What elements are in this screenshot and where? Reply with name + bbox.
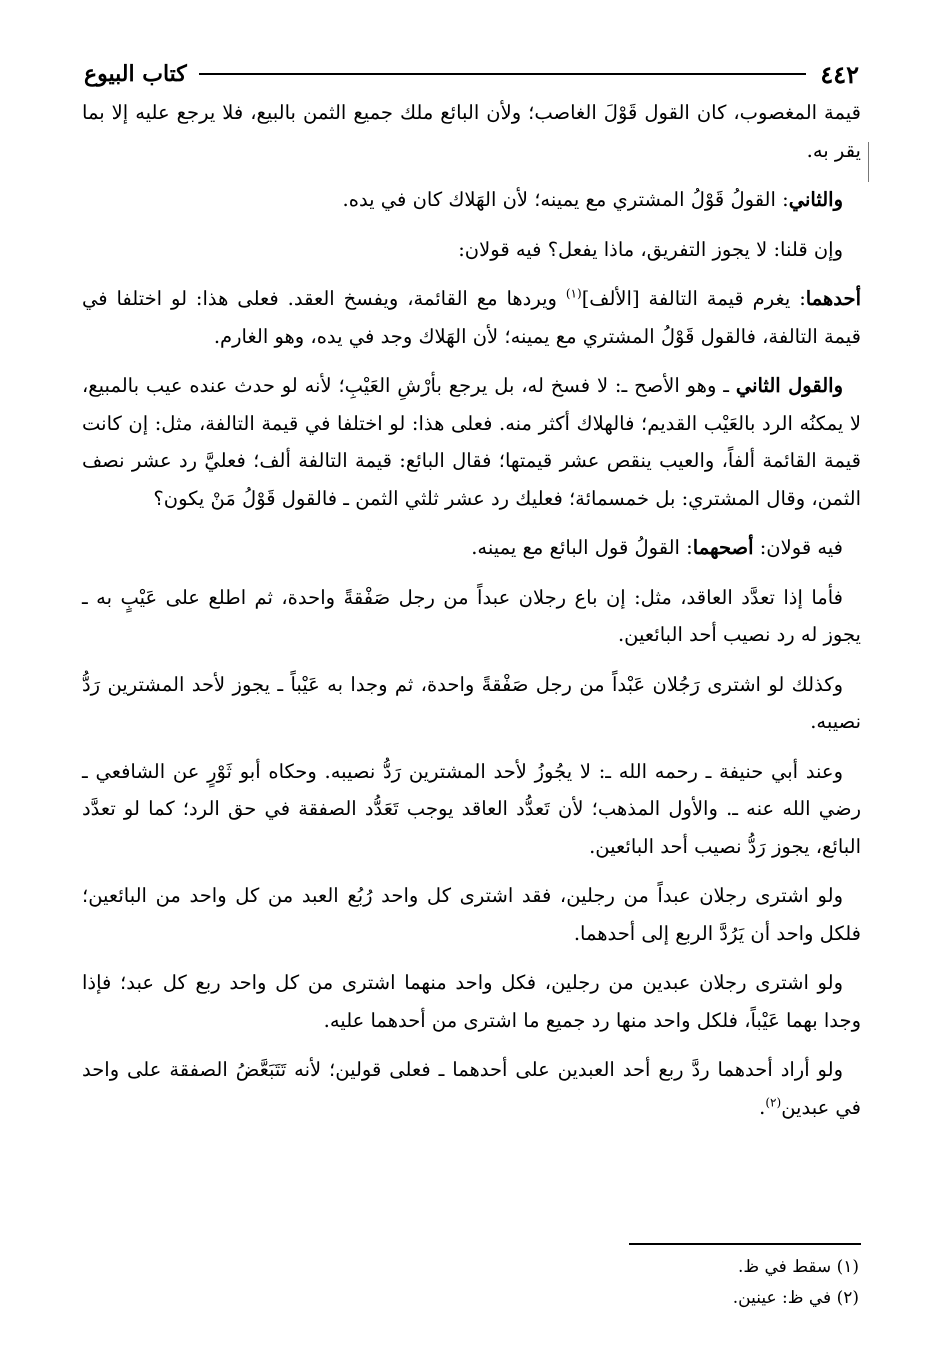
paragraph-text: ولو اشترى رجلان عبداً من رجلين، فقد اشترى كل واحد رُبُع العبد من كل واحد من البائعين؛ فلكل واحد أن يَرُدَّ الربع إلى أحدهما. bbox=[82, 884, 861, 945]
paragraph bbox=[82, 877, 861, 952]
footnote: (١) سقط في ظ. bbox=[737, 1257, 859, 1277]
footnote: (٢) في ظ: عينين. bbox=[732, 1288, 859, 1308]
paragraph-text: وكذلك لو اشترى رَجُلان عَبْداً من رجل صَفْقةً واحدة، ثم وجدا به عَيْباً ـ يجوز لأحد المشترين رَدُّ نصيبه. bbox=[82, 672, 861, 733]
paragraph bbox=[82, 231, 861, 269]
paragraph-text: فأما إذا تعدَّد العاقد، مثل: إن باع رجلان عبداً من رجل صَفْقةً واحدة، ثم اطلع على عَيْبٍ به ـ يجوز له رد نصيب أحد البائعين. bbox=[82, 585, 861, 646]
footnote-rule bbox=[629, 1243, 861, 1245]
paragraph-text: ـ وهو الأصح ـ: لا فسخ له، بل يرجع بأرْشِ العَيْبِ؛ لأنه لو حدث عنده عيب بالمبيع، لا يمكنُه الرد بالعَيْب القديم؛ فالهلاك أكثر منه. فعلى هذا: لو اختلفا في قيمة التالفة، مثل: إن كانت قيمة القائمة ألفاً، والعيب ينقص عشر قيمتها؛ فقال البائع: قيمة التالفة ألف؛ فعليَّ رد عشر نصف الثمن، وقال المشتري: بل خمسمائة؛ فعليك رد عشر ثلثي الثمن ـ فالقول قَوْلُ مَنْ يكون؟ bbox=[82, 374, 861, 510]
header-rule bbox=[199, 73, 807, 75]
paragraph-text: ولو أراد أحدهما ردَّ ربع أحد العبدين على أحدهما ـ فعلى قولين؛ لأنه تَتَبَعَّضُ الصفقة على واحد في عبدين bbox=[82, 1058, 861, 1119]
paragraph-text-cont: : القولُ قول البائع مع يمينه. bbox=[471, 536, 693, 559]
paragraph-text: قيمة المغصوب، كان القول قَوْلَ الغاصب؛ ولأن البائع ملك جميع الثمن بالبيع، فلا يرجع عليه إلا بما يقر به. bbox=[82, 101, 861, 162]
paragraph-lead: والقول الثاني bbox=[735, 374, 844, 397]
paragraph-text: وعند أبي حنيفة ـ رحمه الله ـ: لا يجُوزُ لأحد المشترين رَدُّ نصيبه. وحكاه أبو ثَوْرٍ عن الشافعي ـ رضي الله عنه ـ. والأول المذهب؛ لأن تَعدُّد العاقد يوجب تَعَدُّد الصفقة في حق الرد؛ كما لو تعدَّد البائع، يجوز رَدُّ نصيب أحد البائعين. bbox=[82, 759, 861, 858]
paragraph bbox=[82, 280, 861, 355]
page-number: ٤٤٢ bbox=[820, 59, 859, 89]
paragraph bbox=[82, 1051, 861, 1126]
paragraph bbox=[82, 181, 861, 219]
paragraph-text: وإن قلنا: لا يجوز التفريق، ماذا يفعل؟ فيه قولان: bbox=[458, 237, 843, 261]
paragraph-text-cont: . bbox=[759, 1095, 766, 1119]
paragraph bbox=[82, 94, 861, 169]
paragraph-text: : القولُ قَوْلُ المشتري مع يمينه؛ لأن الهَلاك كان في يده. bbox=[342, 188, 789, 211]
paragraph bbox=[82, 964, 861, 1039]
footnote-ref: (٢) bbox=[765, 1095, 782, 1109]
paragraph bbox=[82, 367, 861, 517]
paragraph-text: ولو اشترى رجلان عبدين من رجلين، فكل واحد منهما اشترى من كل واحد ربع كل عبد؛ فإذا وجدا بهما عَيْباً، فلكل واحد منها رد جميع ما اشترى من أحدهما عليه. bbox=[82, 971, 861, 1032]
paragraph-text: : يغرم قيمة التالفة [الألف] bbox=[581, 287, 806, 310]
footnotes bbox=[82, 1252, 859, 1314]
paragraph-lead: والثاني bbox=[788, 188, 843, 211]
paragraph-lead: أحدهما bbox=[805, 287, 862, 310]
paragraph bbox=[82, 666, 861, 741]
footnote-ref: (١) bbox=[565, 286, 582, 301]
paragraph bbox=[82, 529, 861, 567]
paragraph-text: فيه قولان: bbox=[753, 536, 843, 559]
paragraph-text-cont: ويردها مع القائمة، ويفسخ العقد. فعلى هذا: لو اختلفا في قيمة التالفة، فالقول قَوْلُ المشتري مع يمينه؛ لأن الهَلاك وجد في يده، وهو الغارم. bbox=[82, 287, 861, 348]
page-header bbox=[84, 54, 859, 94]
paragraph-lead: أصحهما bbox=[692, 536, 754, 559]
margin-mark bbox=[868, 142, 869, 182]
book-title: كتاب البيوع bbox=[84, 61, 187, 87]
main-text bbox=[82, 94, 861, 1138]
paragraph bbox=[82, 753, 861, 866]
paragraph bbox=[82, 579, 861, 654]
